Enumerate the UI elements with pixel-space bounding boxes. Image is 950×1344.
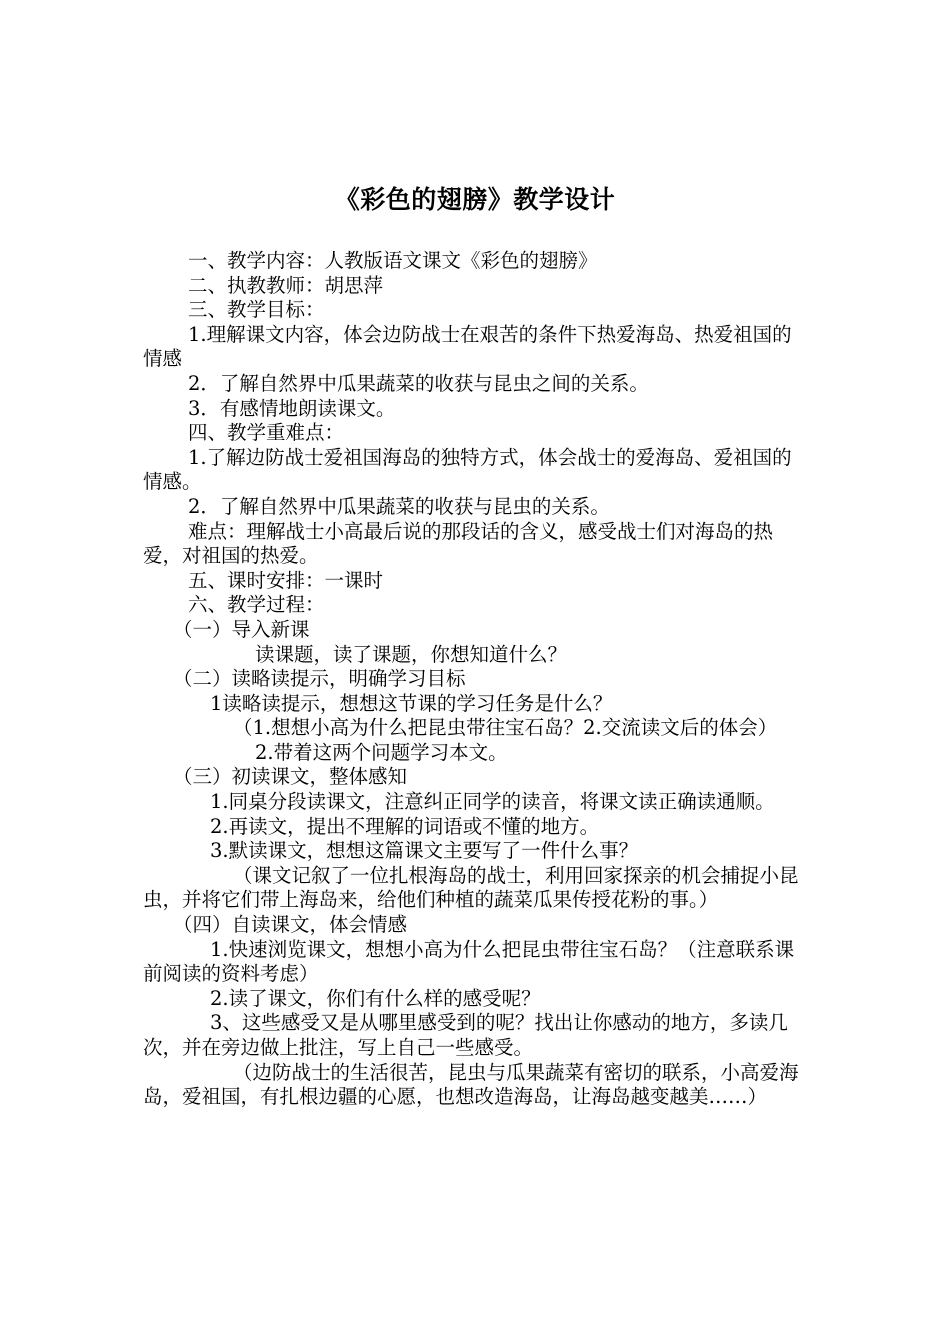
document-title: 《彩色的翅膀》教学设计 [334, 185, 616, 214]
paragraph-line: （1.想想小高为什么把昆虫带往宝石岛？2.交流读文后的体会） [233, 716, 778, 740]
paragraph-line: （边防战士的生活很苦，昆虫与瓜果蔬菜有密切的联系，小高爱海岛，爱祖国，有扎根边疆的心愿，也想改造海岛，让海岛越变越美……） [143, 1060, 799, 1109]
paragraph-line: 2．了解自然界中瓜果蔬菜的收获与昆虫之间的关系。 [188, 371, 649, 395]
paragraph-line: 3.默读课文，想想这篇课文主要写了一件什么事？ [210, 839, 639, 863]
paragraph-line: 3．有感情地朗读课文。 [188, 396, 396, 420]
paragraph-line: 读课题，读了课题，你想知道什么？ [255, 642, 568, 666]
paragraph-line: （四）自读课文，体会情感 [173, 913, 408, 937]
paragraph-line: 2.带着这两个问题学习本文。 [255, 740, 508, 764]
paragraph-line: （二）读略读提示，明确学习目标 [173, 667, 466, 691]
paragraph-line: 三、教学目标： [188, 298, 325, 322]
paragraph-line: 2.再读文，提出不理解的词语或不懂的地方。 [210, 814, 600, 838]
paragraph-line: 六、教学过程： [188, 593, 325, 617]
paragraph-line: 一、教学内容：人教版语文课文《彩色的翅膀》 [188, 249, 598, 272]
paragraph-line: 2．了解自然界中瓜果蔬菜的收获与昆虫的关系。 [188, 494, 610, 518]
paragraph-line: 二、执教教师：胡思萍 [188, 273, 384, 297]
paragraph-line: 1.同桌分段读课文，注意纠正同学的读音，将课文读正确读通顺。 [210, 790, 775, 814]
document-body [143, 249, 808, 1110]
paragraph-line: 2.读了课文，你们有什么样的感受呢？ [210, 986, 541, 1010]
paragraph-line: 1.了解边防战士爱祖国海岛的独特方式，体会战士的爱海岛、爱祖国的情感。 [143, 445, 792, 494]
paragraph-line: 四、教学重难点： [188, 421, 345, 445]
paragraph-line: （三）初读课文，整体感知 [173, 765, 408, 789]
paragraph-line: 1读略读提示，想想这节课的学习任务是什么？ [210, 691, 613, 715]
paragraph-line: 难点：理解战士小高最后说的那段话的含义，感受战士们对海岛的热爱，对祖国的热爱。 [143, 519, 774, 568]
paragraph-line: 3、这些感受又是从哪里感受到的呢？找出让你感动的地方，多读几次，并在旁边做上批注，写上自己一些感受。 [143, 1011, 788, 1059]
paragraph-line: 五、课时安排：一课时 [188, 568, 384, 592]
paragraph-line: 1.快速浏览课文，想想小高为什么把昆虫带往宝石岛？（注意联系课前阅读的资料考虑） [143, 937, 795, 986]
paragraph-line: 1.理解课文内容，体会边防战士在艰苦的条件下热爱海岛、热爱祖国的情感 [143, 322, 792, 371]
paragraph-line: （课文记叙了一位扎根海岛的战士，利用回家探亲的机会捕捉小昆虫，并将它们带上海岛来，给他们种植的蔬菜瓜果传授花粉的事。） [143, 863, 799, 912]
paragraph-line: （一）导入新课 [173, 617, 310, 641]
